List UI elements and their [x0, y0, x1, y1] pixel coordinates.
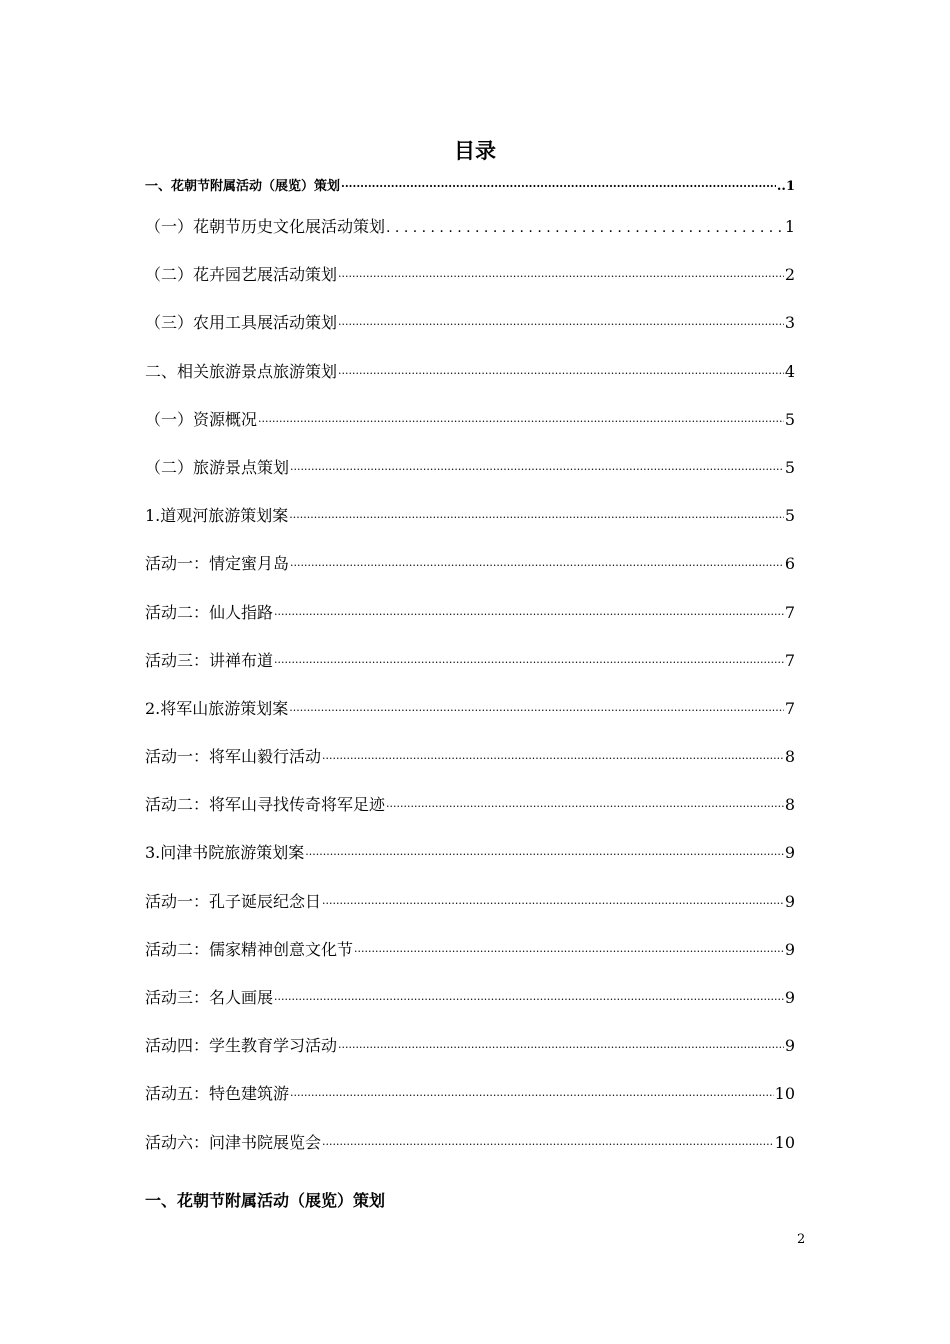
toc-dot-leader	[258, 407, 784, 437]
toc-dot-leader	[322, 744, 784, 774]
toc-entry-page: 5	[784, 457, 795, 477]
toc-entry-label: （一）花朝节历史文化展活动策划	[145, 217, 386, 236]
toc-entry-page: 8	[784, 795, 795, 815]
toc-entry-label: 2.将军山旅游策划案	[145, 698, 289, 718]
toc-entry[interactable]	[145, 501, 795, 549]
toc-entry-label: 二、相关旅游景点旅游策划	[145, 361, 338, 381]
toc-entry[interactable]	[145, 453, 795, 501]
toc-entry-label: 活动二：儒家精神创意文化节	[145, 939, 354, 959]
toc-entry-page: 6	[784, 554, 795, 574]
toc-dot-leader	[290, 455, 784, 485]
toc-entry[interactable]	[145, 838, 795, 886]
toc-entry-page: 8	[784, 747, 795, 767]
table-of-contents	[145, 172, 795, 1176]
toc-dot-leader	[338, 310, 784, 340]
toc-dot-leader	[322, 1130, 774, 1160]
toc-dot-leader	[290, 551, 784, 581]
toc-dot-leader	[338, 1033, 784, 1063]
toc-entry[interactable]	[145, 887, 795, 935]
toc-dot-leader	[338, 359, 784, 389]
toc-entry[interactable]	[145, 405, 795, 453]
toc-entry-label: （三）农用工具展活动策划	[145, 313, 338, 333]
section-heading: 一、花朝节附属活动（展览）策划	[145, 1191, 386, 1210]
toc-entry-page: 9	[784, 988, 795, 1007]
toc-entry-label: 活动四：学生教育学习活动	[145, 1036, 338, 1056]
toc-dot-leader	[274, 985, 784, 1015]
toc-entry[interactable]	[145, 646, 795, 694]
toc-entry-page: ..1	[776, 179, 795, 194]
toc-title: 目录	[454, 138, 496, 163]
toc-entry-page: 10	[774, 1084, 795, 1104]
toc-entry-label: 活动二：仙人指路	[145, 602, 274, 622]
toc-entry[interactable]	[145, 308, 795, 356]
toc-dot-leader	[341, 172, 776, 202]
toc-entry[interactable]	[145, 260, 795, 308]
toc-entry-label: 3.问津书院旅游策划案	[145, 843, 305, 863]
toc-entry-page: 9	[784, 939, 795, 959]
toc-entry[interactable]	[145, 598, 795, 646]
toc-entry-label: （一）资源概况	[145, 409, 258, 429]
toc-entry[interactable]	[145, 1079, 795, 1127]
toc-dot-leader	[274, 648, 784, 678]
toc-entry-page: 2	[784, 265, 795, 285]
toc-entry-label: 活动三：名人画展	[145, 988, 274, 1007]
toc-dot-leader	[274, 600, 784, 630]
toc-entry-page: 7	[784, 650, 795, 670]
toc-dot-leader	[386, 792, 784, 822]
toc-entry-label: 活动一：孔子诞辰纪念日	[145, 891, 322, 911]
toc-entry-label: （二）旅游景点策划	[145, 457, 290, 477]
toc-entry[interactable]	[145, 694, 795, 742]
toc-dot-leader	[289, 503, 784, 533]
toc-entry-page: 5	[784, 409, 795, 429]
toc-entry-label: 1.道观河旅游策划案	[145, 506, 289, 526]
toc-entry[interactable]	[145, 742, 795, 790]
toc-entry-page: 7	[784, 602, 795, 622]
toc-dot-leader	[322, 889, 784, 919]
toc-entry[interactable]	[145, 1031, 795, 1079]
toc-entry-page: 9	[784, 843, 795, 863]
toc-entry[interactable]	[145, 790, 795, 838]
toc-entry-page: 7	[784, 698, 795, 718]
toc-entry[interactable]	[145, 212, 795, 260]
toc-entry-label: （二）花卉园艺展活动策划	[145, 265, 338, 285]
toc-entry-page: 10	[774, 1132, 795, 1152]
toc-entry-label: 活动一：将军山毅行活动	[145, 747, 322, 767]
toc-entry-page: 3	[784, 313, 795, 333]
toc-entry-page: 1	[784, 217, 795, 236]
toc-entry[interactable]	[145, 549, 795, 597]
toc-entry[interactable]	[145, 983, 795, 1031]
toc-entry-label: 活动三：讲禅布道	[145, 650, 274, 670]
toc-entry-page: 4	[784, 361, 795, 381]
toc-entry-label: 一、花朝节附属活动（展览）策划	[145, 179, 341, 194]
toc-dot-leader	[289, 696, 784, 726]
toc-entry[interactable]	[145, 1128, 795, 1176]
toc-dot-leader	[338, 262, 784, 292]
toc-dot-leader	[290, 1081, 774, 1111]
toc-entry-label: 活动六：问津书院展览会	[145, 1132, 322, 1152]
toc-entry-page: 5	[784, 506, 795, 526]
toc-entry-page: 9	[784, 891, 795, 911]
toc-entry-label: 活动一：情定蜜月岛	[145, 554, 290, 574]
toc-dot-leader	[305, 840, 784, 870]
toc-dot-leader	[386, 213, 784, 244]
toc-dot-leader	[354, 937, 784, 967]
toc-entry-label: 活动五：特色建筑游	[145, 1084, 290, 1104]
toc-entry[interactable]	[145, 357, 795, 405]
toc-entry-label: 活动二：将军山寻找传奇将军足迹	[145, 795, 386, 815]
toc-entry[interactable]	[145, 935, 795, 983]
toc-entry-page: 9	[784, 1036, 795, 1056]
toc-entry[interactable]	[145, 172, 795, 212]
footer-page-number: 2	[797, 1232, 806, 1247]
